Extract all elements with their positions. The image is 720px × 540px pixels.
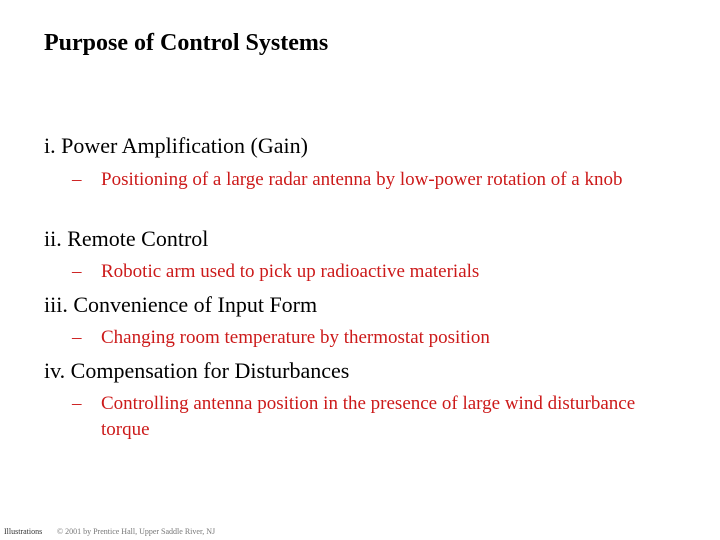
list-item-heading: iv. Compensation for Disturbances	[44, 358, 350, 383]
detail-text: Controlling antenna position in the presence of large wind disturbance torque	[101, 393, 636, 440]
dash-bullet-icon: –	[72, 169, 82, 190]
dash-bullet-icon: –	[72, 261, 82, 282]
detail-text: Positioning of a large radar antenna by low-power rotation of a knob	[101, 169, 623, 190]
list-item-heading: iii. Convenience of Input Form	[44, 292, 318, 317]
list-item-heading: ii. Remote Control	[44, 226, 209, 251]
list-item-heading: i. Power Amplification (Gain)	[44, 133, 308, 158]
slide-title: Purpose of Control Systems	[44, 30, 329, 56]
footer-copyright: © 2001 by Prentice Hall, Upper Saddle River, NJ	[57, 527, 216, 536]
detail-text: Robotic arm used to pick up radioactive materials	[101, 261, 480, 282]
list-item-detail	[72, 391, 652, 443]
list-item-detail	[72, 325, 652, 351]
list-item-detail	[72, 167, 652, 193]
slide-footer	[4, 527, 216, 536]
list-item-detail	[72, 259, 652, 285]
detail-text: Changing room temperature by thermostat position	[101, 327, 490, 348]
dash-bullet-icon: –	[72, 393, 82, 414]
dash-bullet-icon: –	[72, 327, 82, 348]
footer-label: Illustrations	[4, 527, 43, 536]
